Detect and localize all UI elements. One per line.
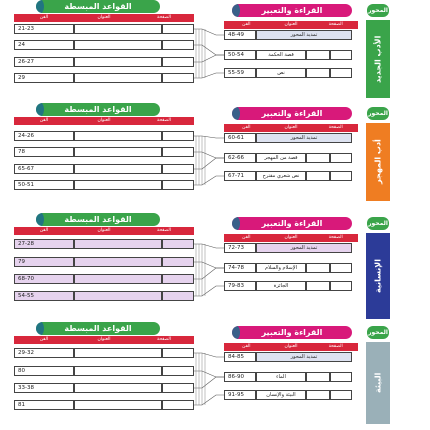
grammar-page: 21-23 xyxy=(14,24,74,34)
connector-line xyxy=(194,55,224,62)
axis-tab: المحور xyxy=(367,4,389,17)
banner-swirl-icon xyxy=(36,0,44,13)
axis-title: الإنسانية xyxy=(366,233,390,319)
reading-genre xyxy=(306,153,330,163)
grammar-type xyxy=(162,383,194,393)
grammar-col-header: العنوان xyxy=(97,118,111,123)
axis-tab: المحور xyxy=(367,107,389,120)
grammar-col-header: الفن xyxy=(39,337,49,342)
grammar-page: 65-67 xyxy=(14,164,74,174)
reading-title: الإسلام والسلام xyxy=(256,263,306,273)
reading-col-header: الفن xyxy=(242,22,251,27)
grammar-type xyxy=(162,400,194,410)
reading-title: نص شعري مقترح xyxy=(256,171,306,181)
reading-col-header: الصفحة xyxy=(328,22,343,27)
reading-page: 79-83 xyxy=(224,281,256,291)
reading-page: 50-54 xyxy=(224,50,256,60)
grammar-type xyxy=(162,73,194,83)
grammar-page: 54-55 xyxy=(14,291,74,301)
grammar-col-header: العنوان xyxy=(97,228,111,233)
reading-col-header: الفن xyxy=(242,235,251,240)
reading-genre xyxy=(306,171,330,181)
reading-banner xyxy=(232,326,352,339)
reading-title: نص xyxy=(256,68,306,78)
grammar-title xyxy=(74,366,162,376)
reading-title: البيئة والإنسان xyxy=(256,390,306,400)
reading-title: تمديد المحور xyxy=(256,30,352,40)
grammar-banner-label: القواعد المبسطة xyxy=(64,324,132,333)
grammar-type xyxy=(162,274,194,284)
connector-line xyxy=(194,29,224,35)
grammar-header xyxy=(14,14,194,22)
banner-swirl-icon xyxy=(36,213,44,226)
reading-col-header: الصفحة xyxy=(328,235,343,240)
grammar-col-header: الصفحة xyxy=(156,118,172,123)
reading-col-header: العنوان xyxy=(284,344,298,349)
reading-page: 84-85 xyxy=(224,352,256,362)
reading-genre xyxy=(306,390,330,400)
grammar-col-header: الفن xyxy=(39,118,49,123)
reading-type xyxy=(330,263,352,273)
grammar-page: 33-38 xyxy=(14,383,74,393)
reading-title: الماء xyxy=(256,372,306,382)
grammar-col-header: الفن xyxy=(39,228,49,233)
grammar-col-header: العنوان xyxy=(97,15,111,20)
grammar-title xyxy=(74,57,162,67)
grammar-title xyxy=(74,147,162,157)
reading-header xyxy=(224,343,358,351)
reading-type xyxy=(330,50,352,60)
reading-title: الجائزة xyxy=(256,281,306,291)
reading-genre xyxy=(306,372,330,382)
grammar-title xyxy=(74,131,162,141)
connector-line xyxy=(194,244,224,248)
banner-swirl-icon xyxy=(36,322,44,335)
reading-banner xyxy=(232,217,352,230)
grammar-page: 24 xyxy=(14,40,74,50)
grammar-type xyxy=(162,348,194,358)
connector-line xyxy=(194,136,224,138)
grammar-banner-label: القواعد المبسطة xyxy=(64,2,132,11)
grammar-col-header: الصفحة xyxy=(156,228,172,233)
connector-line xyxy=(194,371,224,377)
reading-page: 72-73 xyxy=(224,243,256,253)
reading-page: 48-49 xyxy=(224,30,256,40)
reading-page: 91-95 xyxy=(224,390,256,400)
grammar-title xyxy=(74,24,162,34)
grammar-title xyxy=(74,291,162,301)
grammar-page: 79 xyxy=(14,257,74,267)
reading-title: تمديد المحور xyxy=(256,243,352,253)
grammar-banner xyxy=(36,322,160,335)
grammar-title xyxy=(74,257,162,267)
axis-title: أدب المهجر xyxy=(366,123,390,201)
axis-tab: المحور xyxy=(367,326,389,339)
grammar-type xyxy=(162,40,194,50)
connector-line xyxy=(194,73,224,78)
grammar-type xyxy=(162,366,194,376)
reading-genre xyxy=(306,68,330,78)
reading-col-header: الفن xyxy=(242,125,251,130)
reading-banner-label: القراءة والتعبير xyxy=(261,219,323,228)
banner-swirl-icon xyxy=(36,103,44,116)
banner-swirl-icon xyxy=(232,4,240,17)
reading-col-header: العنوان xyxy=(284,235,298,240)
reading-genre xyxy=(306,281,330,291)
connector-line xyxy=(194,268,224,279)
connector-line xyxy=(194,176,224,185)
connector-line xyxy=(194,353,224,357)
grammar-type xyxy=(162,239,194,249)
reading-col-header: العنوان xyxy=(284,125,298,130)
reading-title: تمديد المحور xyxy=(256,133,352,143)
reading-banner-label: القراءة والتعبير xyxy=(261,328,323,337)
grammar-type xyxy=(162,257,194,267)
grammar-type xyxy=(162,57,194,67)
connector-line xyxy=(194,377,224,388)
grammar-page: 24-26 xyxy=(14,131,74,141)
grammar-col-header: العنوان xyxy=(97,337,111,342)
axis-title: الأدب الجديد xyxy=(366,20,390,98)
reading-col-header: الصفحة xyxy=(328,344,343,349)
grammar-page: 80 xyxy=(14,366,74,376)
reading-col-header: الفن xyxy=(242,344,251,349)
reading-type xyxy=(330,171,352,181)
reading-type xyxy=(330,68,352,78)
grammar-col-header: الفن xyxy=(39,15,49,20)
grammar-title xyxy=(74,274,162,284)
grammar-type xyxy=(162,164,194,174)
reading-banner-label: القراءة والتعبير xyxy=(261,6,323,15)
reading-type xyxy=(330,153,352,163)
grammar-banner xyxy=(36,0,160,13)
grammar-title xyxy=(74,180,162,190)
grammar-title xyxy=(74,73,162,83)
grammar-page: 78 xyxy=(14,147,74,157)
reading-page: 67-71 xyxy=(224,171,256,181)
grammar-page: 81 xyxy=(14,400,74,410)
reading-banner-label: القراءة والتعبير xyxy=(261,109,323,118)
grammar-title xyxy=(74,40,162,50)
reading-genre xyxy=(306,263,330,273)
grammar-page: 27-28 xyxy=(14,239,74,249)
connector-line xyxy=(194,45,224,55)
grammar-page: 68-70 xyxy=(14,274,74,284)
grammar-page: 50-51 xyxy=(14,180,74,190)
reading-col-header: العنوان xyxy=(284,22,298,27)
reading-col-header: الصفحة xyxy=(328,125,343,130)
connector-line xyxy=(194,152,224,158)
axis-title: البيئة xyxy=(366,342,390,424)
grammar-banner-label: القواعد المبسطة xyxy=(64,215,132,224)
reading-type xyxy=(330,390,352,400)
reading-page: 62-66 xyxy=(224,153,256,163)
connector-line xyxy=(194,286,224,296)
reading-banner xyxy=(232,4,352,17)
grammar-title xyxy=(74,400,162,410)
grammar-type xyxy=(162,24,194,34)
grammar-title xyxy=(74,164,162,174)
reading-page: 55-59 xyxy=(224,68,256,78)
reading-header xyxy=(224,234,358,242)
reading-type xyxy=(330,372,352,382)
reading-page: 74-78 xyxy=(224,263,256,273)
connector-line xyxy=(194,158,224,169)
grammar-header xyxy=(14,117,194,125)
grammar-type xyxy=(162,147,194,157)
reading-header xyxy=(224,124,358,132)
grammar-banner xyxy=(36,213,160,226)
grammar-header xyxy=(14,336,194,344)
axis-tab: المحور xyxy=(367,217,389,230)
reading-title: تمديد المحور xyxy=(256,352,352,362)
grammar-page: 29-32 xyxy=(14,348,74,358)
banner-swirl-icon xyxy=(232,217,240,230)
reading-header xyxy=(224,21,358,29)
reading-genre xyxy=(306,50,330,60)
grammar-header xyxy=(14,227,194,235)
grammar-type xyxy=(162,180,194,190)
grammar-col-header: الصفحة xyxy=(156,15,172,20)
connector-line xyxy=(194,262,224,268)
grammar-title xyxy=(74,239,162,249)
grammar-type xyxy=(162,131,194,141)
grammar-banner xyxy=(36,103,160,116)
banner-swirl-icon xyxy=(232,326,240,339)
banner-swirl-icon xyxy=(232,107,240,120)
reading-type xyxy=(330,281,352,291)
grammar-page: 26-27 xyxy=(14,57,74,67)
reading-banner xyxy=(232,107,352,120)
connector-line xyxy=(194,395,224,405)
reading-page: 60-61 xyxy=(224,133,256,143)
reading-title: قصة من المهجر xyxy=(256,153,306,163)
grammar-banner-label: القواعد المبسطة xyxy=(64,105,132,114)
grammar-col-header: الصفحة xyxy=(156,337,172,342)
grammar-title xyxy=(74,383,162,393)
grammar-title xyxy=(74,348,162,358)
reading-page: 86-90 xyxy=(224,372,256,382)
grammar-type xyxy=(162,291,194,301)
grammar-page: 29 xyxy=(14,73,74,83)
reading-title: قصة الحكمة xyxy=(256,50,306,60)
